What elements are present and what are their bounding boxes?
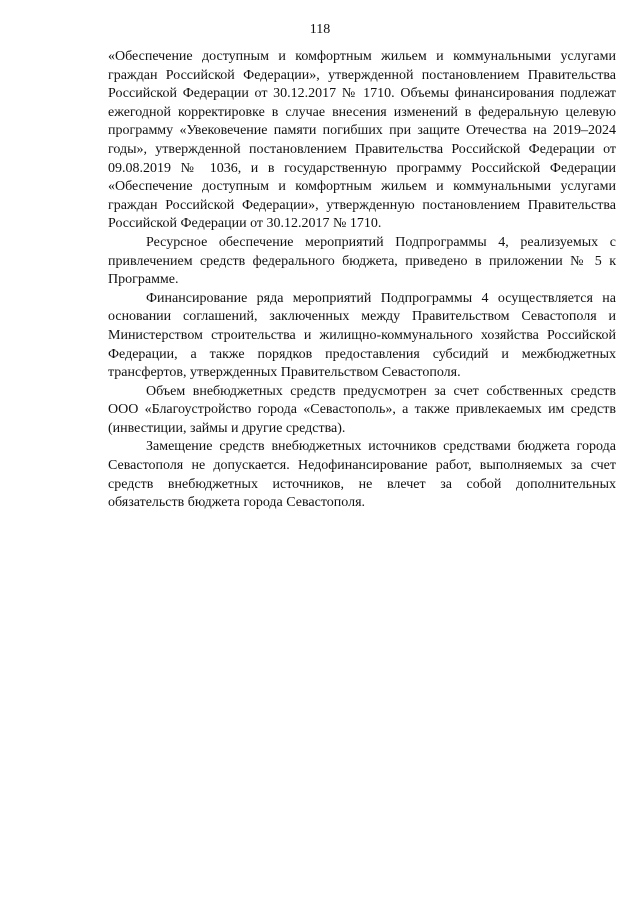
paragraph-budget-substitution: Замещение средств внебюджетных источников средствами бюджета города Севастополя не допускается. Недофинансирование работ, выполняемых за счет средств внебюджетных источников, не влечет за собой дополнительных обязательств бюджета города Севастополя. [108,439,616,511]
document-body [108,48,616,513]
page-number: 118 [309,22,331,37]
paragraph-program-reference: «Обеспечение доступным и комфортным жильем и коммунальными услугами граждан Российской Федерации», утвержденной постановлением Правительства Российской Федерации от 30.12.2017 № 1710. Объемы финансирования подлежат ежегодной корректировке в случае внесения изменений в федеральную целевую программу «Увековечение памяти погибших при защите Отечества на 2019–2024 годы», утвержденной постановлением Правительства Российской Федерации от 09.08.2019 № 1036, и в государственную программу Российской Федерации «Обеспечение доступным и комфортным жильем и коммунальными услугами граждан Российской Федерации», утвержденную постановлением Правительства Российской Федерации от 30.12.2017 № 1710. [108,49,616,232]
paragraph-financing-agreements: Финансирование ряда мероприятий Подпрограммы 4 осуществляется на основании соглашений, заключенных между Правительством Севастополя и Министерством строительства и жилищно-коммунального хозяйства Российской Федерации, а также порядков предоставления субсидий и межбюджетных трансфертов, утвержденных Правительством Севастополя. [108,290,616,381]
paragraph-extrabudgetary-funds: Объем внебюджетных средств предусмотрен за счет собственных средств ООО «Благоустройство города «Севастополь», а также привлекаемых им средств (инвестиции, займы и другие средства). [108,383,616,436]
paragraph-federal-budget-resources: Ресурсное обеспечение мероприятий Подпрограммы 4, реализуемых с привлечением средств федерального бюджета, приведено в приложении № 5 к Программе. [108,234,616,288]
